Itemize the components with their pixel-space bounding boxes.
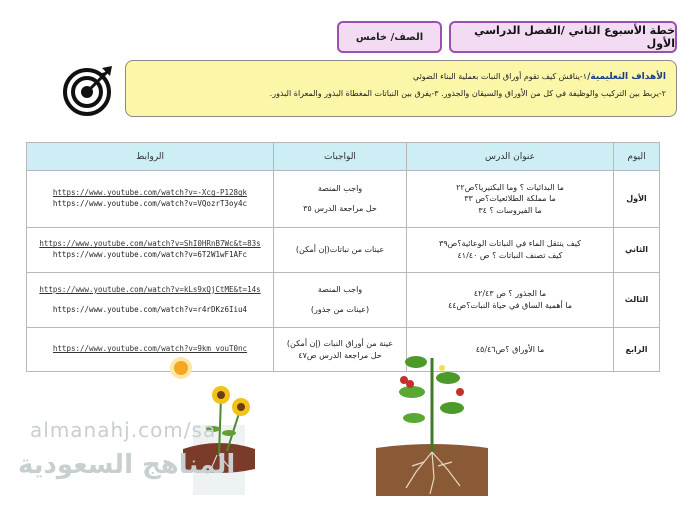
table-row bbox=[27, 228, 660, 273]
weekly-plan-table bbox=[26, 142, 660, 372]
links-cell bbox=[27, 171, 274, 228]
lesson-line: ما الأوراق ؟ص٤٥/٤٦ bbox=[475, 344, 545, 354]
homework-line: حل مراجعة الدرس ٣٥ bbox=[303, 204, 377, 213]
homework-line: عينات من نباتات(إن أمكن) bbox=[295, 245, 385, 255]
table-row bbox=[27, 171, 660, 228]
lesson-cell bbox=[407, 273, 614, 328]
header-lesson: عنوان الدرس bbox=[407, 143, 614, 171]
header-links: الروابط bbox=[27, 143, 274, 171]
video-link[interactable]: https://www.youtube.com/watch?v=-Xcg-P128gk bbox=[52, 188, 248, 198]
day-cell: الرابع bbox=[614, 328, 660, 372]
video-link[interactable]: https://www.youtube.com/watch?v=kLs9xQjCtME&t=14s bbox=[39, 284, 261, 294]
video-link[interactable]: https://www.youtube.com/watch?v=6T2W1wF1AFc bbox=[52, 250, 248, 259]
links-cell bbox=[27, 273, 274, 328]
video-link[interactable]: https://www.youtube.com/watch?v=VQozrT3oy4c bbox=[52, 199, 248, 208]
homework-line: حل مراجعة الدرس ص٤٧ bbox=[298, 350, 382, 360]
video-link[interactable]: https://www.youtube.com/watch?v=ShI0HRnB7Wc&t=83s bbox=[39, 239, 261, 249]
video-link[interactable]: https://www.youtube.com/watch?v=r4rDKz6Iiu4 bbox=[52, 304, 248, 314]
header-day: اليوم bbox=[614, 143, 660, 171]
lesson-line: ما الجذور ؟ ص ٤٢/٤٣ bbox=[473, 289, 547, 299]
goals-line-1 bbox=[136, 69, 666, 86]
lesson-line: كيف ينتقل الماء في النباتات الوعائية؟ص٣٩ bbox=[439, 239, 581, 249]
lesson-cell bbox=[407, 171, 614, 228]
lesson-line: ما البدائيات ؟ وما البكتيريا؟ص٢٢ bbox=[456, 182, 564, 192]
watermark-url: almanahj.com/sa bbox=[30, 418, 217, 442]
goals-line-2: ٢-يربط بين التركيب والوظيفة في كل من الأوراق والسيقان والجذور. ٣-يفرق بين النباتات المغطاة البذور والمعراة البذور. bbox=[269, 89, 666, 99]
watermark-name: المناهج السعودية bbox=[18, 450, 236, 480]
goal-1-text: ١-يناقش كيف تقوم أوراق النبات بعملية البناء الضوئي bbox=[412, 72, 588, 81]
homework-cell bbox=[274, 273, 407, 328]
video-link[interactable]: https://www.youtube.com/watch?v=9km_vouT0nc bbox=[52, 344, 248, 354]
links-cell bbox=[27, 328, 274, 372]
grade-label: الصف/ خامس bbox=[337, 21, 442, 53]
goals-heading: الأهداف التعليمية/ bbox=[587, 72, 666, 82]
lesson-line: ما مملكة الطلائعيات؟ص ٣٣ bbox=[464, 194, 556, 204]
target-icon bbox=[62, 64, 114, 116]
day-cell: الثاني bbox=[614, 228, 660, 273]
homework-cell bbox=[274, 171, 407, 228]
day-cell: الثالث bbox=[614, 273, 660, 328]
lesson-line: ما الفيروسات ؟ ٣٤ bbox=[478, 205, 542, 215]
lesson-line: ما أهمية الساق في حياة النبات؟ص٤٤ bbox=[447, 301, 573, 310]
links-cell bbox=[27, 228, 274, 273]
homework-line: (عينات من جذور) bbox=[310, 305, 370, 314]
plant-illustration bbox=[376, 348, 488, 496]
table-row bbox=[27, 273, 660, 328]
homework-cell bbox=[274, 228, 407, 273]
header-homework: الواجبات bbox=[274, 143, 407, 171]
homework-line: واجب المنصة bbox=[317, 184, 363, 194]
homework-line: عينة من أوراق النبات (إن أمكن) bbox=[286, 338, 394, 348]
lesson-line: كيف تصنف النباتات ؟ ص ٤١/٤٠ bbox=[457, 251, 563, 260]
lesson-cell bbox=[407, 228, 614, 273]
day-cell: الأول bbox=[614, 171, 660, 228]
plan-title: خطة الأسبوع الثاني /الفصل الدراسي الأول bbox=[449, 21, 677, 53]
homework-line: واجب المنصة bbox=[317, 285, 363, 295]
table-row bbox=[27, 328, 660, 372]
learning-goals bbox=[125, 60, 677, 117]
table-header-row bbox=[27, 143, 660, 171]
